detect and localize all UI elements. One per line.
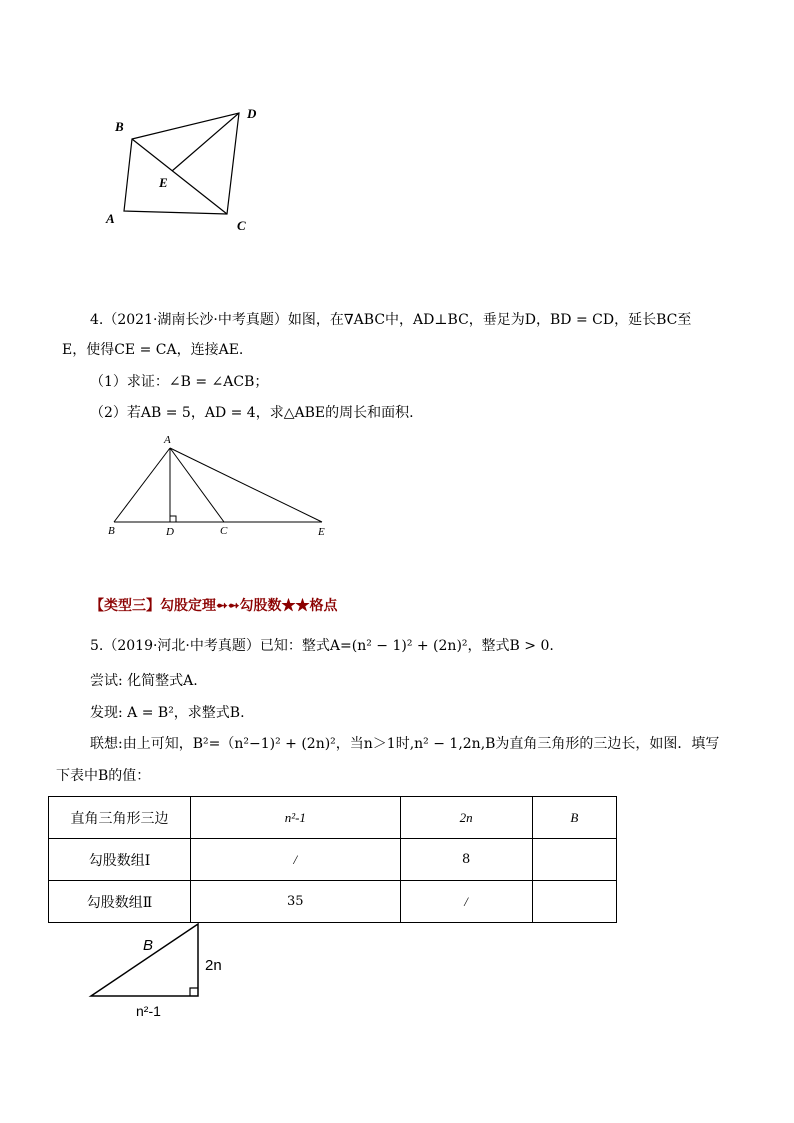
label-c: C — [237, 218, 246, 233]
label-b: B — [115, 119, 124, 134]
q4-line-3: （1）求证：∠B = ∠ACB； — [90, 374, 269, 390]
table-header-cell: n²-1 — [191, 797, 401, 839]
right-angle-mark-3 — [190, 988, 198, 996]
q5-line-3: 发现: A = B²，求整式B. — [90, 705, 245, 721]
label-e2: E — [318, 526, 325, 538]
q5-line-2: 尝试: 化简整式A. — [90, 673, 198, 689]
label-d: D — [247, 106, 257, 121]
q4-line-4: （2）若AB = 5，AD = 4，求△ABE的周长和面积. — [90, 405, 414, 421]
label-side-2n: 2n — [205, 957, 222, 974]
label-base-n2-1: n²-1 — [136, 1003, 161, 1019]
q4-line-1: 4.（2021·湖南长沙·中考真题）如图，在∇ABC中，AD⊥BC，垂足为D，BD = CD，延长BC至 — [90, 312, 692, 328]
label-c2: C — [220, 525, 228, 537]
table-cell: 勾股数组Ⅰ — [49, 839, 191, 881]
label-e: E — [159, 175, 168, 190]
right-triangle-outline — [91, 924, 198, 996]
table-cell: / — [191, 839, 401, 881]
table-cell: 8 — [400, 839, 532, 881]
table-header-cell: B — [532, 797, 616, 839]
q5-line-5: 下表中B的值： — [56, 768, 151, 784]
section-heading: 【类型三】勾股定理➻➻勾股数★★格点 — [90, 598, 338, 614]
q5-line-1: 5.（2019·河北·中考真题）已知：整式A=(n² − 1)² + (2n)²，整式B > 0. — [90, 638, 554, 654]
q5-line-4: 联想:由上可知，B²=（n²−1)² + (2n)²，当n＞1时,n² − 1,2n,B为直角三角形的三边长，如图．填写 — [90, 736, 720, 752]
table-header-cell: 2n — [400, 797, 532, 839]
label-a2: A — [164, 434, 171, 446]
q4-line-2: E，使得CE = CA，连接AE. — [62, 342, 244, 358]
label-b2: B — [108, 525, 115, 537]
table-cell: 35 — [191, 881, 401, 923]
table-cell: 勾股数组Ⅱ — [49, 881, 191, 923]
table-header-cell: 直角三角形三边 — [49, 797, 191, 839]
table-cell: / — [400, 881, 532, 923]
label-hypotenuse-b: B — [143, 937, 154, 954]
label-d2: D — [166, 526, 174, 538]
label-a: A — [106, 211, 115, 226]
